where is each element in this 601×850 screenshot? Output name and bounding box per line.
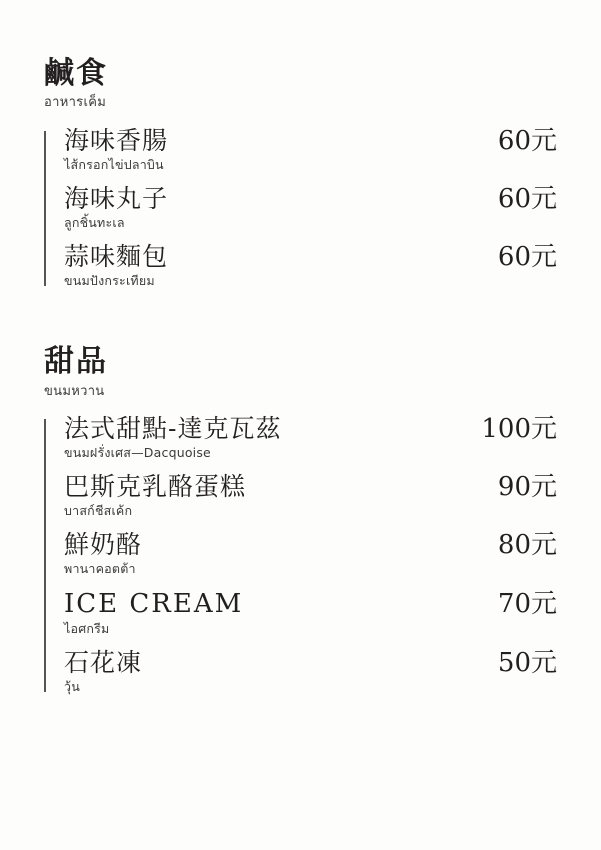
menu-item-price: 80元 [497,530,557,561]
menu-item-name: 蒜味麵包 [64,242,169,272]
menu-item-price: 100元 [481,414,557,445]
menu-item-subtitle: บาสก์ชีสเค้ก [64,503,133,519]
menu-item-price: 60元 [497,184,557,215]
menu-item-name: 海味香腸 [64,125,169,155]
menu-item-list [44,415,557,696]
menu-item-name: 法式甜點-達克瓦茲 [64,414,282,444]
menu-item [64,531,557,578]
section-header [44,58,557,113]
menu-item-subtitle: วุ้น [64,678,80,694]
menu-item-name: 海味丸子 [64,184,169,214]
section-title: 鹹食 [44,56,108,91]
menu-item-texts [64,531,482,578]
menu-item-subtitle: ขนมปังกระเทียม [64,273,155,289]
menu-item-list [44,127,557,290]
menu-item [64,473,557,520]
menu-item-price: 90元 [497,472,557,503]
menu-item-texts [64,127,482,174]
menu-item-texts [64,415,465,462]
menu-item-texts [64,243,482,290]
menu-item-texts [64,649,482,696]
menu-item-price: 70元 [497,588,557,619]
menu-item-subtitle: ไส้กรอกไข่ปลาบิน [64,156,164,172]
menu-item [64,127,557,174]
menu-item [64,649,557,696]
menu-item-name: 石花凍 [64,647,143,677]
menu-item [64,243,557,290]
section-title: 甜品 [44,344,108,380]
menu-item-texts [64,590,482,638]
menu-section-savory [44,58,557,290]
menu-item-subtitle: ลูกชิ้นทะเล [64,215,125,231]
section-subtitle: ขนมหวาน [44,383,105,399]
menu-item [64,415,557,462]
menu-item-name: 鮮奶酪 [64,530,143,560]
menu-item [64,590,557,638]
section-subtitle: อาหารเค็ม [44,95,107,111]
menu-item-name: ICE CREAM [64,588,244,619]
menu-item-price: 60元 [497,242,557,273]
menu-item-subtitle: ไอศกรีม [64,620,110,636]
menu-section-dessert [44,346,557,696]
menu-item-texts [64,473,482,520]
menu-item-price: 50元 [497,647,557,678]
menu-item-subtitle: ขนมฝรั่งเศส—Dacquoise [64,445,211,461]
menu-item [64,185,557,232]
menu-item-subtitle: พานาคอตต้า [64,561,136,577]
section-header [44,346,557,401]
menu-item-texts [64,185,482,232]
menu-item-price: 60元 [497,125,557,156]
menu-item-name: 巴斯克乳酪蛋糕 [64,472,247,502]
